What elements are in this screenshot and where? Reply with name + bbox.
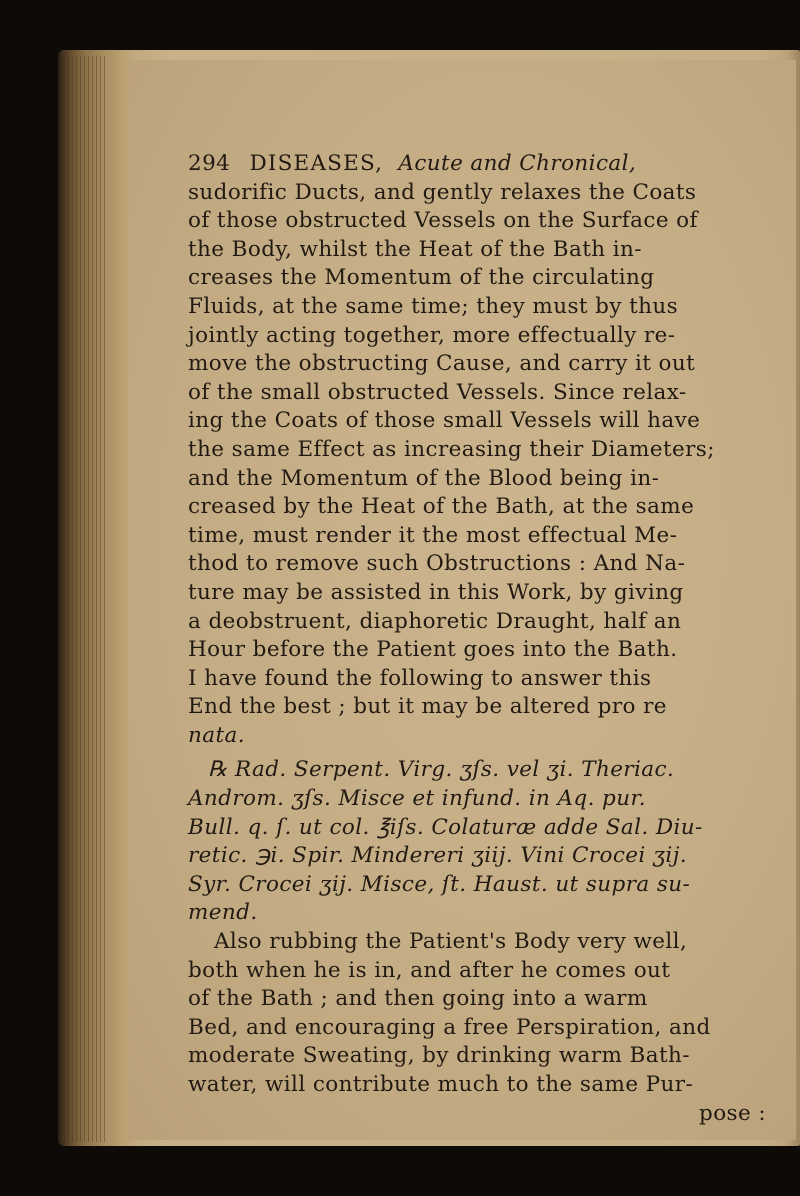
- prescription-line: Bull. q. ſ. ut col. ℥iſs. Colaturæ adde Sal. Diu-: [188, 814, 703, 840]
- text-line: ing the Coats of those small Vessels will have: [188, 408, 701, 434]
- body-paragraph: [188, 179, 770, 751]
- text-line: Also rubbing the Patient's Body very well,: [214, 929, 688, 955]
- text-line: both when he is in, and after he comes out: [188, 957, 671, 983]
- prescription-line: ℞ Rad. Serpent. Virg. ʒſs. vel ʒi. Theriac.: [208, 757, 675, 783]
- text-line: thod to remove such Obstructions : And Na-: [188, 551, 686, 577]
- prescription: [188, 756, 770, 928]
- closing-paragraph: [188, 928, 770, 1128]
- text-line: Fluids, at the same time; they must by thus: [188, 293, 679, 319]
- text-line: move the obstructing Cause, and carry it out: [188, 351, 696, 377]
- running-title: DISEASES,: [249, 151, 384, 176]
- text-line: the same Effect as increasing their Diameters;: [188, 436, 715, 462]
- page-text: [188, 150, 770, 1128]
- prescription-line: Androm. ʒſs. Misce et infund. in Aq. pur.: [188, 786, 647, 812]
- text-line: the Body, whilst the Heat of the Bath in-: [188, 236, 642, 262]
- page-number: 294: [188, 151, 231, 176]
- text-line: Hour before the Patient goes into the Bath.: [188, 637, 678, 663]
- text-line: End the best ; but it may be altered pro re: [188, 694, 667, 720]
- text-line: nata.: [188, 722, 245, 748]
- text-line: of the Bath ; and then going into a warm: [188, 986, 648, 1012]
- text-line: water, will contribute much to the same Pur-: [188, 1072, 694, 1097]
- running-subtitle: Acute and Chronical,: [398, 151, 637, 176]
- text-line: creases the Momentum of the circulating: [188, 265, 655, 291]
- prescription-line: Syr. Crocei ʒij. Misce, ſt. Haust. ut supra su-: [188, 871, 691, 897]
- text-line: of the small obstructed Vessels. Since relax-: [188, 379, 687, 405]
- text-line: I have found the following to answer this: [188, 665, 652, 691]
- text-line: Bed, and encouraging a free Perspiration, and: [188, 1014, 711, 1040]
- catchword: pose :: [699, 1100, 766, 1126]
- text-line: creased by the Heat of the Bath, at the same: [188, 494, 695, 520]
- prescription-line: retic. ℈i. Spir. Mindereri ʒiij. Vini Crocei ʒij.: [188, 843, 688, 869]
- text-line: jointly acting together, more effectually re-: [188, 322, 676, 348]
- running-head: [188, 150, 770, 179]
- text-line: and the Momentum of the Blood being in-: [188, 465, 660, 491]
- page-edges: [64, 56, 108, 1142]
- text-line: ture may be assisted in this Work, by giving: [188, 579, 684, 605]
- prescription-line: mend.: [188, 900, 258, 926]
- text-line: a deobstruent, diaphoretic Draught, half an: [188, 608, 682, 634]
- text-line: of those obstructed Vessels on the Surface of: [188, 208, 698, 234]
- text-line: moderate Sweating, by drinking warm Bath-: [188, 1043, 690, 1069]
- text-line: sudorific Ducts, and gently relaxes the Coats: [188, 179, 697, 205]
- text-line: time, must render it the most effectual Me-: [188, 522, 678, 548]
